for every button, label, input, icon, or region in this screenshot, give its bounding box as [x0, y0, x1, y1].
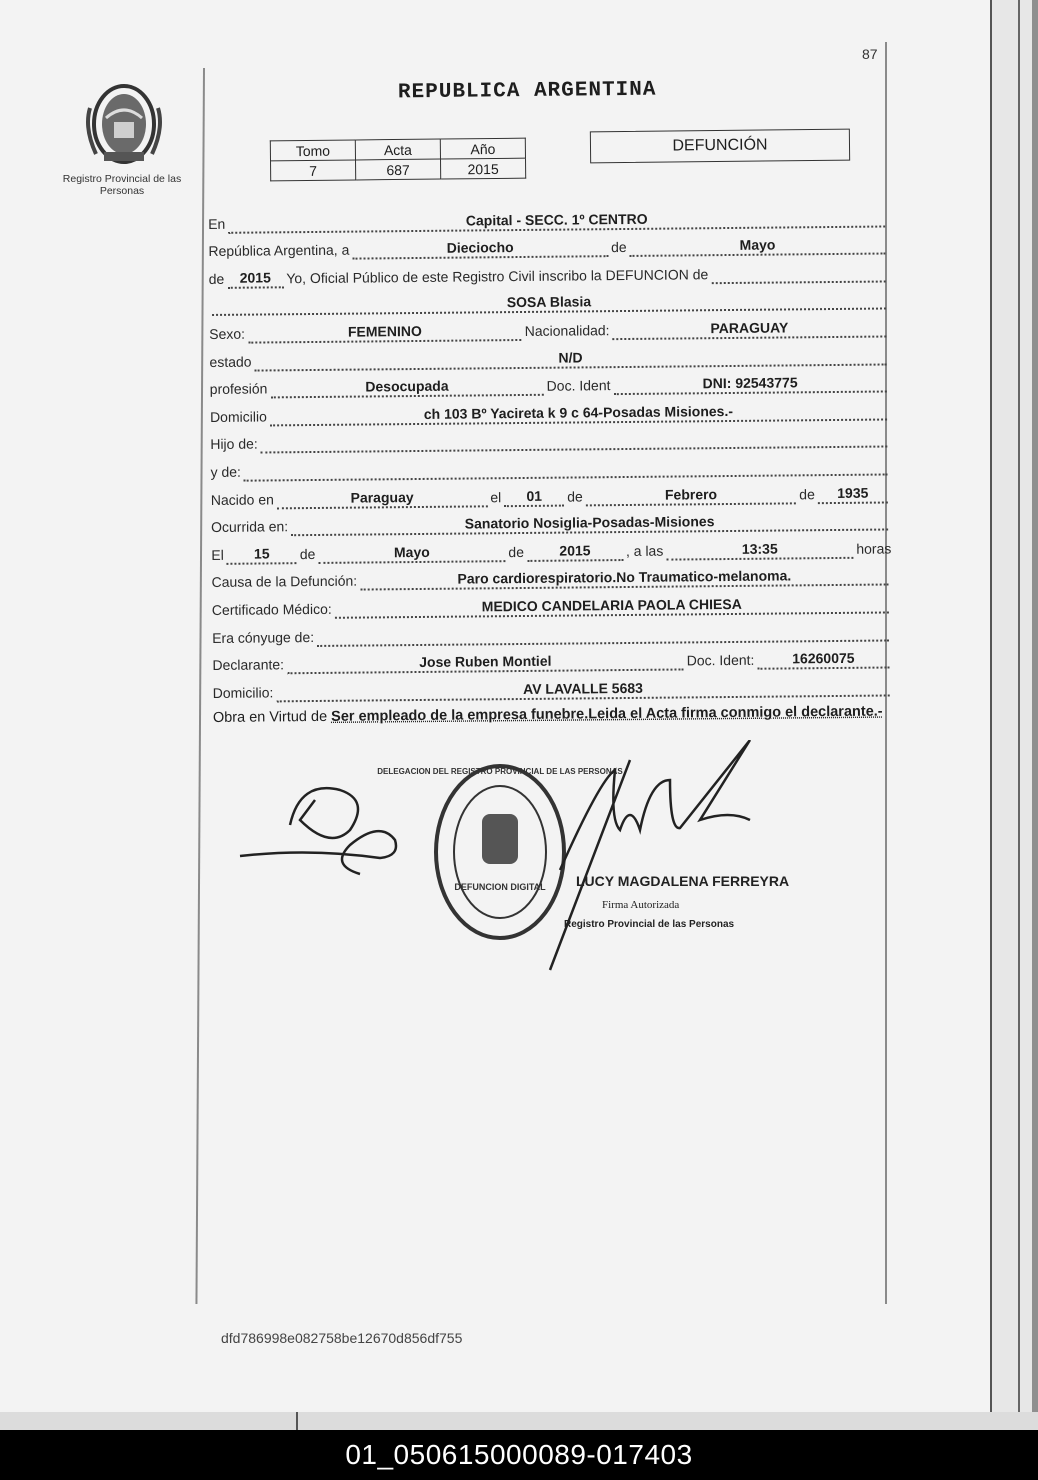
binder-line — [1018, 0, 1020, 1420]
de-label: de — [610, 239, 627, 256]
declarante-value: Jose Ruben Montiel — [287, 652, 684, 675]
de3-label: de — [567, 487, 583, 505]
provincial-emblem-icon — [80, 78, 168, 168]
doc-label: Doc. Ident — [546, 377, 611, 394]
hijo-label: Hijo de: — [210, 435, 258, 453]
domicilio2-label: Domicilio: — [212, 684, 274, 701]
en-label: En — [208, 215, 226, 232]
birth-year: 1935 — [818, 484, 888, 504]
obra-label: Obra en Virtud de — [212, 708, 328, 726]
alas-label: , a las — [625, 542, 664, 559]
official-registry: Registro Provincial de las Personas — [564, 919, 735, 930]
nacido-label: Nacido en — [210, 490, 274, 508]
acta-value-acta: 687 — [356, 159, 441, 180]
declarant-signature-icon — [240, 788, 396, 874]
official-role: Firma Autorizada — [602, 899, 680, 911]
scan-id: 01_050615000089-017403 — [345, 1439, 693, 1470]
death-month: Mayo — [318, 543, 505, 564]
de4-label: de — [799, 485, 815, 502]
birth-day: 01 — [504, 487, 564, 507]
birth-month: Febrero — [586, 485, 797, 506]
en-value: Capital - SECC. 1º CENTRO — [228, 208, 885, 233]
page-number: 87 — [862, 46, 878, 62]
underlying-sheet — [0, 1412, 1038, 1430]
causa-value: Paro cardiorespiratorio.No Traumatico-melanoma. — [360, 567, 889, 591]
scan-id-bar — [0, 1430, 1038, 1480]
seal-inner-text: DEFUNCION DIGITAL — [454, 882, 546, 892]
profesion-label: profesión — [209, 380, 268, 398]
obra-value: Ser empleado de la empresa funebre.Leida el Acta firma conmigo el declarante.- — [331, 703, 883, 725]
declarante-label: Declarante: — [212, 656, 285, 674]
death-certificate-form — [208, 199, 893, 727]
profesion-value: Desocupada — [270, 377, 543, 399]
domicilio2-value: AV LAVALLE 5683 — [276, 677, 889, 702]
document-title: REPUBLICA ARGENTINA — [397, 78, 657, 105]
doc2-label: Doc. Ident: — [686, 651, 755, 669]
de6-label: de — [508, 543, 525, 560]
sheet-tick — [296, 1412, 298, 1430]
estado-value: N/D — [254, 346, 886, 371]
ocurrida-value: Sanatorio Nosiglia-Posadas-Misiones — [291, 512, 888, 537]
record-type-box: DEFUNCIÓN — [590, 129, 850, 164]
acta-header-row — [270, 138, 525, 161]
acta-header-acta: Acta — [355, 139, 440, 160]
certificado-value: MEDICO CANDELARIA PAOLA CHIESA — [335, 594, 889, 618]
de2-label: de — [208, 270, 225, 287]
doc-value: DNI: 92543775 — [613, 374, 886, 396]
month-value: Mayo — [630, 236, 886, 257]
ocurrida-label: Ocurrida en: — [211, 518, 289, 536]
acta-header-tomo: Tomo — [270, 140, 355, 161]
estado-label: estado — [209, 353, 252, 370]
seal-ring-text: DELEGACION DEL REGISTRO PROVINCIAL DE LAS PERSONAS — [377, 767, 623, 776]
nacido-value: Paraguay — [277, 488, 488, 509]
republica-label: República Argentina, a — [208, 241, 350, 260]
official-name: LUCY MAGDALENA FERREYRA — [576, 873, 790, 889]
el2-label: El — [211, 546, 224, 563]
registry-seal-icon — [377, 766, 623, 938]
sexo-label: Sexo: — [209, 325, 246, 342]
signatures-and-seal — [230, 740, 790, 980]
yde-label: y de: — [210, 463, 241, 480]
death-time: 13:35 — [666, 540, 853, 561]
horas-label: horas — [856, 540, 892, 557]
causa-label: Causa de la Defunción: — [211, 572, 358, 591]
certificado-label: Certificado Médico: — [211, 600, 332, 618]
el-label: el — [490, 488, 502, 505]
year-value: 2015 — [227, 269, 283, 289]
day-value: Dieciocho — [352, 238, 608, 259]
acta-value-row — [271, 158, 526, 181]
registry-name: Registro Provincial de las Personas — [62, 173, 182, 197]
acta-header-anio: Año — [440, 138, 525, 159]
death-year: 2015 — [527, 542, 623, 562]
doc2-value: 16260075 — [757, 650, 889, 670]
acta-value-tomo: 7 — [271, 160, 356, 181]
deceased-name: SOSA Blasia — [212, 291, 886, 316]
document-hash: dfd786998e082758be12670d856df755 — [221, 1330, 463, 1346]
sexo-value: FEMENINO — [248, 322, 522, 344]
nacionalidad-label: Nacionalidad: — [524, 322, 610, 339]
nacionalidad-value: PARAGUAY — [612, 318, 886, 340]
page-edge — [990, 0, 1032, 1430]
death-day: 15 — [227, 545, 297, 565]
de5-label: de — [299, 545, 316, 562]
acta-table — [270, 138, 526, 182]
inscribo-text: Yo, Oficial Público de este Registro Civil inscribo la DEFUNCION de — [286, 265, 709, 287]
acta-value-anio: 2015 — [440, 158, 525, 179]
conyuge-label: Era cónyuge de: — [212, 628, 315, 646]
domicilio-label: Domicilio — [209, 408, 267, 425]
domicilio-value: ch 103 Bº Yacireta k 9 c 64-Posadas Misiones.- — [270, 401, 887, 426]
